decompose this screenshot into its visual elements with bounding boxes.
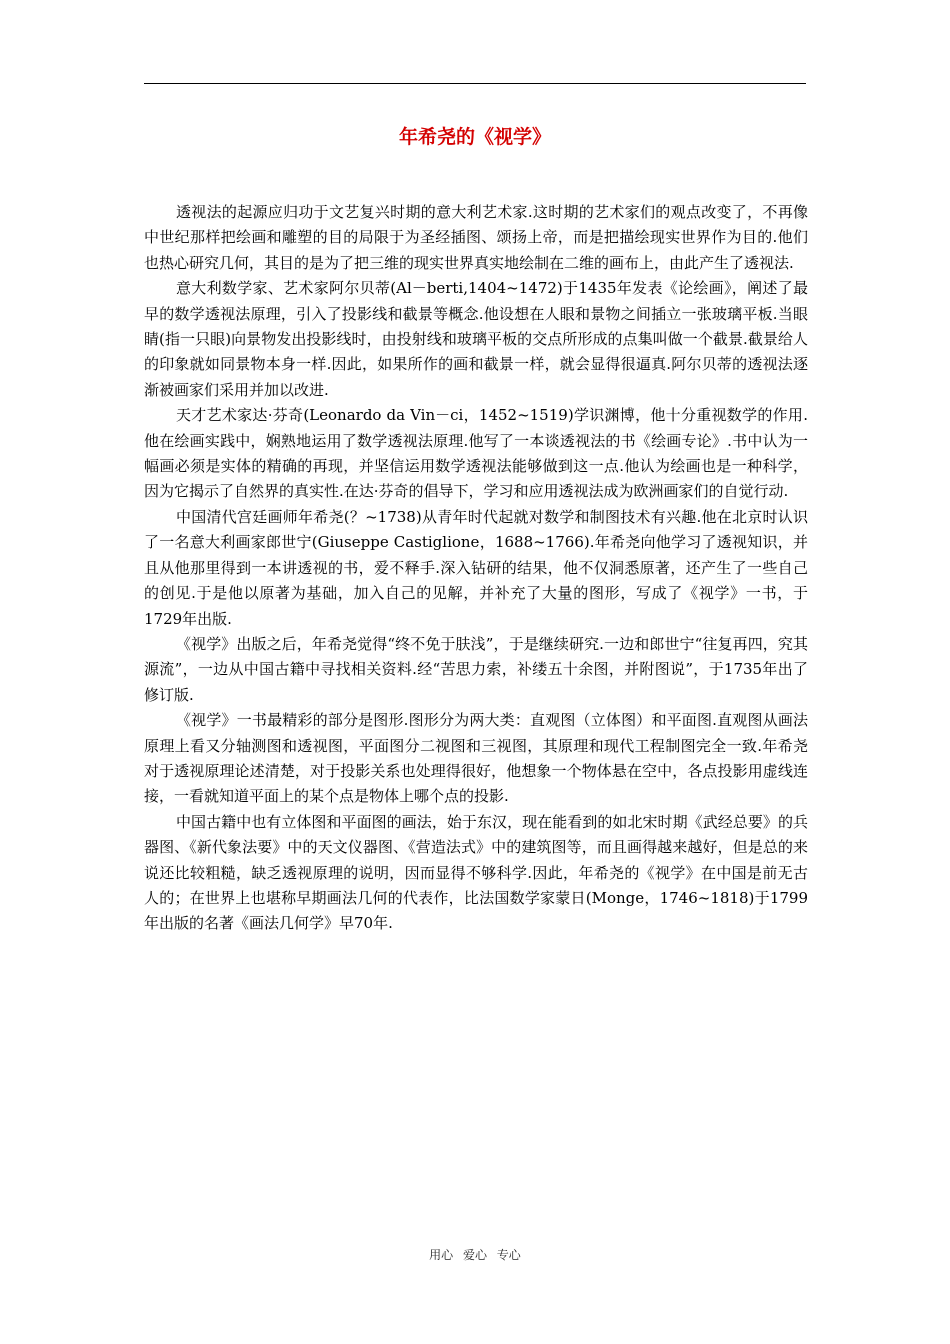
- page-footer: 用心 爱心 专心: [429, 1248, 521, 1262]
- paragraph-3: 天才艺术家达·芬奇(Leonardo da Vin－ci，1452~1519)学识渊博，他十分重视数学的作用.他在绘画实践中，娴熟地运用了数学透视法原理.他写了一本谈透视法的书《绘画专论》.书中认为一幅画必须是实体的精确的再现，并坚信运用数学透视法能够做到这一点.他认为绘画也是一种科学，因为它揭示了自然界的真实性.在达·芬奇的倡导下，学习和应用透视法成为欧洲画家们的自觉行动.: [144, 406, 808, 501]
- header-rule: [144, 83, 806, 84]
- paragraph-7: 中国古籍中也有立体图和平面图的画法，始于东汉，现在能看到的如北宋时期《武经总要》的兵器图、《新代象法要》中的天文仪器图、《营造法式》中的建筑图等，而且画得越来越好，但是总的来说还比较粗糙，缺乏透视原理的说明，因而显得不够科学.因此，年希尧的《视学》在中国是前无古人的；在世界上也堪称早期画法几何的代表作，比法国数学家蒙日(Monge，1746~1818)于1799年出版的名著《画法几何学》早70年.: [144, 812, 808, 933]
- paragraph-2: 意大利数学家、艺术家阿尔贝蒂(Al－berti,1404~1472)于1435年发表《论绘画》，阐述了最早的数学透视法原理，引入了投影线和截景等概念.他设想在人眼和景物之间插立一张玻璃平板.当眼睛(指一只眼)向景物发出投影线时，由投射线和玻璃平板的交点所形成的点集叫做一个截景.截景给人的印象就如同景物本身一样.因此，如果所作的画和截景一样，就会显得很逼真.阿尔贝蒂的透视法逐渐被画家们采用并加以改进.: [144, 279, 808, 399]
- paragraph-1: 透视法的起源应归功于文艺复兴时期的意大利艺术家.这时期的艺术家们的观点改变了，不再像中世纪那样把绘画和雕塑的目的局限于为圣经插图、颂扬上帝，而是把描绘现实世界作为目的.他们也热心研究几何，其目的是为了把三维的现实世界真实地绘制在二维的画布上，由此产生了透视法.: [144, 203, 808, 272]
- paragraph-4: 中国清代宫廷画师年希尧(？~1738)从青年时代起就对数学和制图技术有兴趣.他在北京时认识了一名意大利画家郎世宁(Giuseppe Castiglione，1688~1766).年希尧向他学习了透视知识，并且从他那里得到一本讲透视的书，爱不释手.深入钻研的结果，他不仅洞悉原著，还产生了一些自己的创见.于是他以原著为基础，加入自己的见解，并补充了大量的图形，写成了《视学》一书，于1729年出版.: [144, 507, 808, 628]
- document-title: 年希尧的《视学》: [398, 126, 551, 148]
- document-body: [144, 200, 808, 937]
- paragraph-5: 《视学》出版之后，年希尧觉得“终不免于肤浅”，于是继续研究.一边和郎世宁“往复再四，究其源流”，一边从中国古籍中寻找相关资料.经“苦思力索，补缕五十余图，并附图说”，于1735年出了修订版.: [144, 634, 808, 704]
- paragraph-6: 《视学》一书最精彩的部分是图形.图形分为两大类：直观图（立体图）和平面图.直观图从画法原理上看又分轴测图和透视图，平面图分二视图和三视图，其原理和现代工程制图完全一致.年希尧对于透视原理论述清楚，对于投影关系也处理得很好，他想象一个物体悬在空中，各点投影用虚线连接，一看就知道平面上的某个点是物体上哪个点的投影.: [144, 711, 808, 806]
